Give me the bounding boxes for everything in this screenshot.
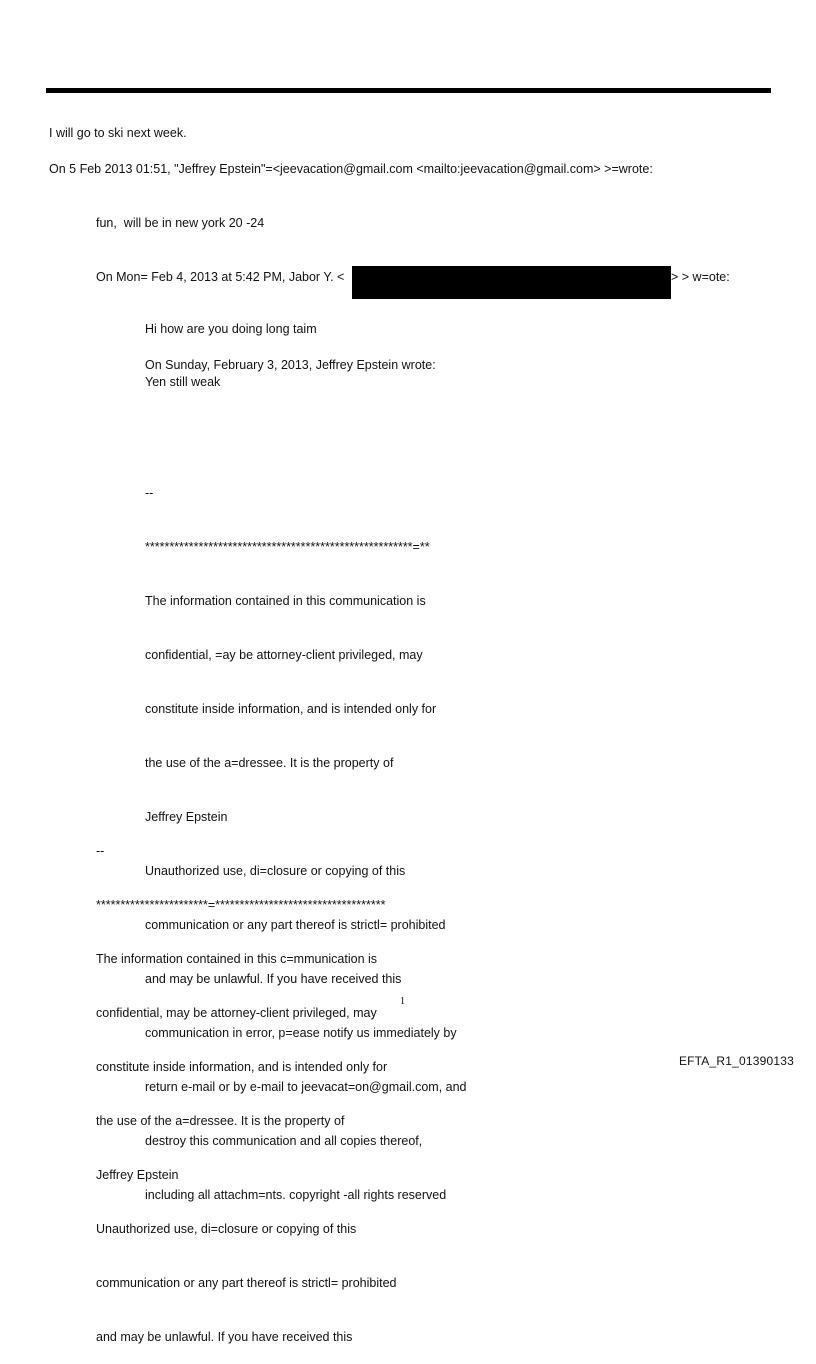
disclaimer-line: confidential, may be attorney-client privileged, may: [96, 1006, 377, 1020]
disclaimer-line: The information contained in this c=mmunication is: [96, 952, 378, 966]
disclaimer-line: confidential, =ay be attorney-client privileged, may: [145, 648, 423, 662]
disclaimer-line: and may be unlawful. If you have received this: [96, 1330, 353, 1344]
quote2-header-start: On Mon= Feb 4, 2013 at 5:42 PM, Jabor Y. <: [96, 270, 345, 284]
quote1-header: On 5 Feb 2013 01:51, "Jeffrey Epstein"=<jeevacation@gmail.com <mailto:jeevacation@gmail.com> >=wrote:: [49, 162, 653, 176]
disclaimer-stars: *******************************************************=**: [145, 540, 430, 554]
disclaimer-line: communication or any part thereof is strictl= prohibited: [96, 1276, 397, 1290]
redaction-box: [352, 266, 671, 299]
disclaimer-line: Unauthorized use, di=closure or copying of this: [145, 864, 406, 878]
disclaimer-line: The information contained in this communication is: [145, 594, 426, 608]
disclaimer-line: communication or any part thereof is strictl= prohibited: [145, 918, 446, 932]
disclaimer-dashes: --: [96, 844, 105, 858]
header-rule: [46, 88, 771, 93]
quote2-header-end: > > w=ote:: [671, 270, 730, 284]
disclaimer-line: the use of the a=dressee. It is the property of: [96, 1114, 345, 1128]
disclaimer-line: communication in error, p=ease notify us immediately by: [145, 1026, 457, 1040]
quote3-greeting: Hi how are you doing long taim: [145, 322, 317, 336]
reply-text: I will go to ski next week.: [49, 126, 187, 140]
disclaimer-line: including all attachm=nts. copyright -all rights reserved: [145, 1188, 447, 1202]
disclaimer-line: Jeffrey Epstein: [145, 810, 228, 824]
disclaimer-outer: [96, 806, 397, 1364]
disclaimer-line: constitute inside information, and is intended only for: [145, 702, 437, 716]
quote3-header: On Sunday, February 3, 2013, Jeffrey Epstein wrote:: [145, 358, 436, 372]
disclaimer-stars: ***********************=***********************************: [96, 898, 386, 912]
disclaimer-line: constitute inside information, and is intended only for: [96, 1060, 388, 1074]
disclaimer-dashes: --: [145, 486, 154, 500]
quote1-body: fun, will be in new york 20 -24: [96, 216, 265, 230]
quote3-body: Yen still weak: [145, 375, 221, 389]
disclaimer-line: and may be unlawful. If you have received this: [145, 972, 402, 986]
disclaimer-line: Jeffrey Epstein: [96, 1168, 179, 1182]
disclaimer-line: the use of the a=dressee. It is the property of: [145, 756, 394, 770]
document-id: EFTA_R1_01390133: [678, 1054, 794, 1068]
page-number: 1: [400, 996, 405, 1007]
disclaimer-line: Unauthorized use, di=closure or copying of this: [96, 1222, 357, 1236]
disclaimer-line: destroy this communication and all copies thereof,: [145, 1134, 423, 1148]
disclaimer-line: return e-mail or by e-mail to jeevacat=on@gmail.com, and: [145, 1080, 467, 1094]
